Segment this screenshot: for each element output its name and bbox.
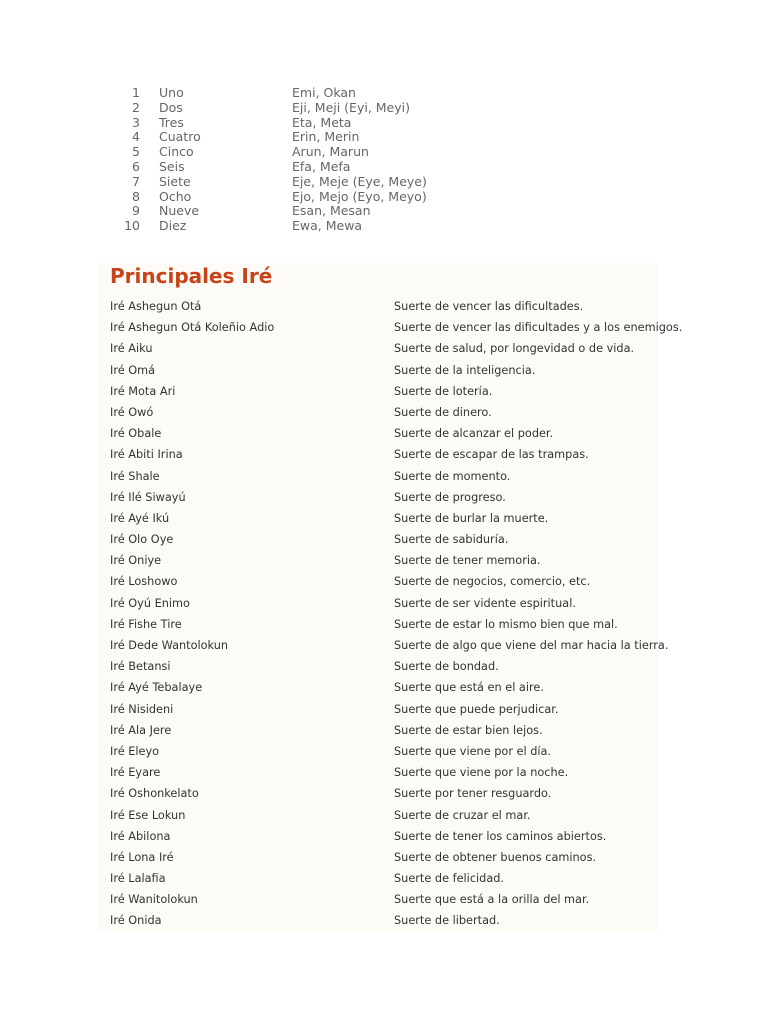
ire-row [110,423,682,444]
ire-row [110,889,682,910]
ire-name: Iré Fishe Tire [110,617,182,631]
number-row [118,204,427,219]
ire-description: Suerte de progreso. [394,490,506,504]
number-row [118,86,427,101]
yoruba-word: Emi, Okan [292,85,356,100]
ire-description: Suerte de escapar de las trampas. [394,448,589,462]
ire-row [110,741,682,762]
ire-row [110,508,682,529]
ire-name: Iré Betansi [110,660,171,674]
number-value: 3 [132,114,140,130]
ire-description: Suerte de sabiduría. [394,533,509,547]
number-value: 9 [132,203,140,219]
numbers-list [118,86,427,234]
ire-description: Suerte de negocios, comercio, etc. [394,575,591,589]
ire-description: Suerte de estar lo mismo bien que mal. [394,617,618,631]
ire-row [110,720,682,741]
ire-description: Suerte de dinero. [394,405,492,419]
ire-description: Suerte de burlar la muerte. [394,511,549,525]
ire-description: Suerte de cruzar el mar. [394,808,531,822]
ire-description: Suerte de salud, por longevidad o de vida. [394,342,635,356]
spanish-word: Nueve [159,203,200,219]
spanish-word: Cuatro [159,129,201,145]
ire-name: Iré Oniye [110,554,162,568]
ire-row [110,571,682,592]
ire-description: Suerte de algo que viene del mar hacia la tierra. [394,639,669,652]
ire-name: Iré Aiku [110,342,153,356]
ire-description: Suerte de tener memoria. [394,554,541,568]
ire-name: Iré Lona Iré [110,850,174,864]
ire-description: Suerte de momento. [394,469,511,483]
yoruba-word: Esan, Mesan [292,203,371,219]
ire-description: Suerte de ser vidente espiritual. [394,596,576,610]
ire-row [110,550,682,571]
ire-description: Suerte de tener los caminos abiertos. [394,829,607,843]
number-value: 1 [132,85,140,100]
ire-name: Iré Ese Lokun [110,808,186,822]
ire-description: Suerte de felicidad. [394,872,505,886]
ire-name: Iré Ayé Tebalaye [110,681,203,695]
number-value: 4 [132,129,140,145]
ire-description: Suerte de vencer las dificultades y a los enemigos. [394,321,683,335]
ire-description: Suerte de estar bien lejos. [394,723,543,737]
ire-name: Iré Mota Ari [110,384,176,398]
ire-row [110,805,682,826]
ire-name: Iré Eleyo [110,744,160,758]
ire-name: Iré Omá [110,363,156,377]
ire-name: Iré Ayé Ikú [110,511,170,525]
section-title: Principales Iré [110,264,273,288]
ire-row [110,296,682,317]
ire-row [110,487,682,508]
ire-name: Iré Oyú Enimo [110,596,190,610]
ire-name: Iré Ashegun Otá [110,300,202,313]
yoruba-word: Erin, Merin [292,129,360,145]
number-row [118,175,427,190]
number-value: 6 [132,158,140,174]
number-row [118,101,427,116]
ire-row [110,677,682,698]
ire-description: Suerte que viene por el día. [394,744,552,758]
ire-description: Suerte de vencer las dificultades. [394,300,584,313]
ire-row [110,910,682,931]
number-row [118,219,427,234]
yoruba-word: Eje, Meje (Eye, Meye) [292,173,427,189]
yoruba-word: Ejo, Mejo (Eyo, Meyo) [292,188,427,204]
ire-name: Iré Onida [110,914,162,928]
ire-row [110,762,682,783]
ire-name: Iré Loshowo [110,575,178,589]
ire-row [110,783,682,804]
ire-name: Iré Olo Oye [110,533,174,547]
spanish-word: Siete [159,173,191,189]
ire-row [110,699,682,720]
ire-description: Suerte de alcanzar el poder. [394,427,554,441]
yoruba-word: Ewa, Mewa [292,218,363,234]
ire-name: Iré Abiti Irina [110,448,183,462]
ire-row [110,614,682,635]
number-value: 2 [132,99,140,115]
ire-row [110,635,682,656]
ire-name: Iré Owó [110,405,154,419]
spanish-word: Dos [159,99,183,115]
number-value: 5 [132,144,140,160]
ire-description: Suerte de obtener buenos caminos. [394,850,597,864]
ire-row [110,593,682,614]
ire-name: Iré Ilé Siwayú [110,490,186,504]
ire-name: Iré Wanitolokun [110,893,198,907]
number-row [118,145,427,160]
ire-description: Suerte que puede perjudicar. [394,702,559,716]
ire-row [110,360,682,381]
ire-description: Suerte que está a la orilla del mar. [394,893,590,907]
ire-description: Suerte que viene por la noche. [394,766,569,780]
ire-description: Suerte de lotería. [394,384,493,398]
ire-name: Iré Eyare [110,766,161,780]
number-value: 8 [132,188,140,204]
ire-name: Iré Ala Jere [110,723,172,737]
ire-description: Suerte de libertad. [394,914,500,928]
number-row [118,130,427,145]
ire-name: Iré Obale [110,427,162,441]
ire-row [110,466,682,487]
ire-row [110,868,682,889]
ire-row [110,317,682,338]
ire-name: Iré Oshonkelato [110,787,199,801]
ire-description: Suerte de la inteligencia. [394,363,536,377]
ire-description: Suerte por tener resguardo. [394,787,552,801]
number-value: 10 [124,218,140,234]
spanish-word: Tres [159,114,184,130]
ire-row [110,656,682,677]
spanish-word: Diez [159,218,187,234]
ire-row [110,826,682,847]
ire-name: Iré Abilona [110,829,171,843]
ire-name: Iré Shale [110,469,160,483]
ire-row [110,338,682,359]
number-row [118,116,427,131]
yoruba-word: Eji, Meji (Eyi, Meyi) [292,99,410,115]
ire-name: Iré Lalafia [110,872,166,886]
yoruba-word: Arun, Marun [292,144,369,160]
yoruba-word: Eta, Meta [292,114,352,130]
spanish-word: Ocho [159,188,192,204]
number-value: 7 [132,173,140,189]
ire-name: Iré Nisideni [110,702,174,716]
ire-section [98,263,683,931]
ire-row [110,444,682,465]
number-row [118,190,427,205]
spanish-word: Uno [159,85,184,100]
ire-description: Suerte que está en el aire. [394,681,544,695]
yoruba-word: Efa, Mefa [292,158,351,174]
ire-row [110,402,682,423]
ire-description: Suerte de bondad. [394,660,499,674]
ire-list [110,296,682,932]
spanish-word: Seis [159,158,185,174]
ire-name: Iré Ashegun Otá Koleñio Adio [110,321,275,335]
ire-row [110,847,682,868]
ire-row [110,381,682,402]
ire-row [110,529,682,550]
number-row [118,160,427,175]
ire-name: Iré Dede Wantolokun [110,639,229,652]
spanish-word: Cinco [159,144,194,160]
